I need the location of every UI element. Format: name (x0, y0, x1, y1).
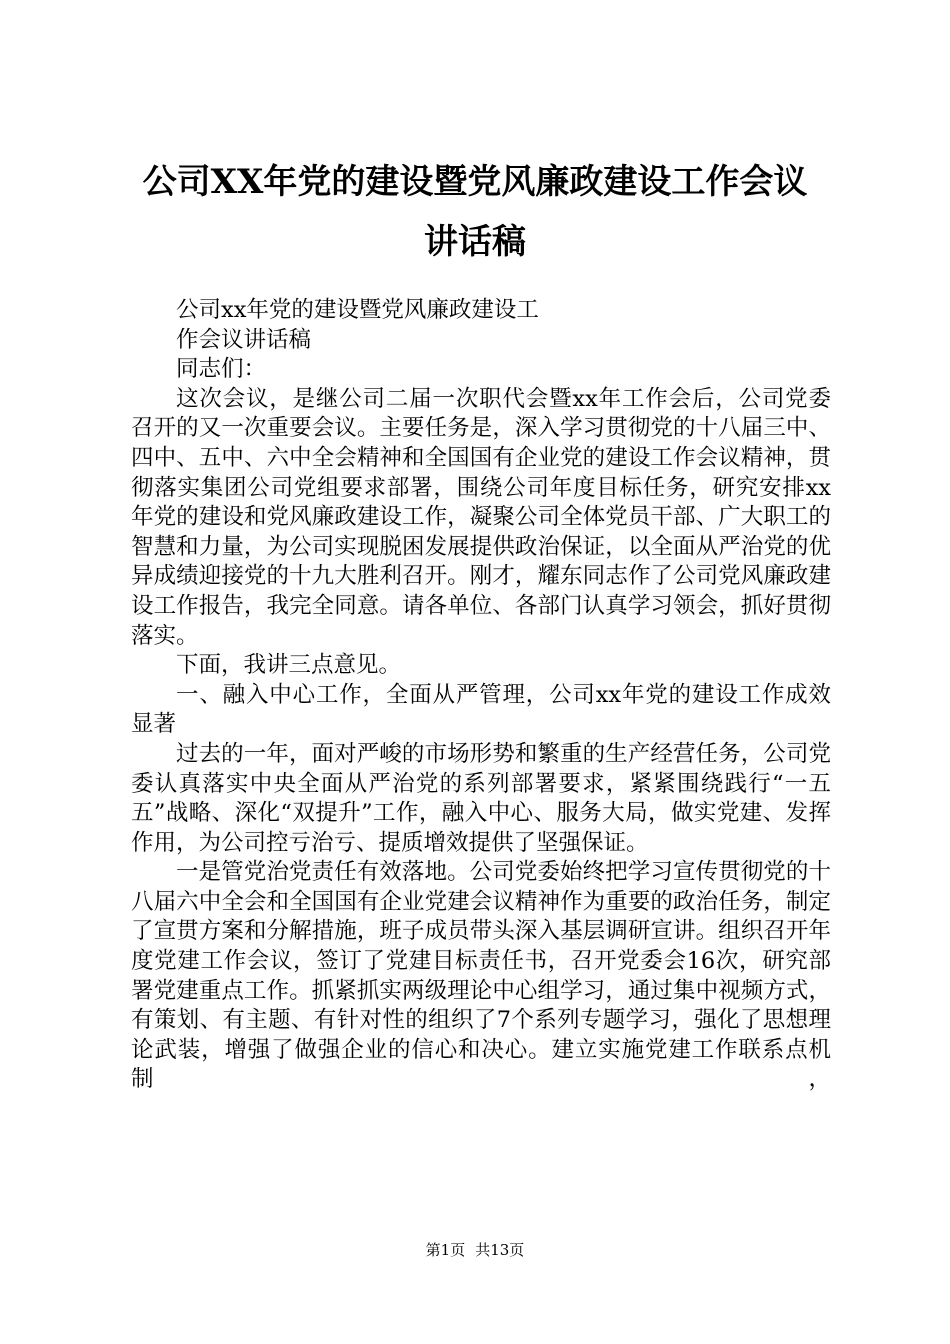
page-number: 第1页 (425, 1241, 466, 1259)
paragraph-transition: 下面，我讲三点意见。 (176, 652, 402, 679)
page-footer (0, 1240, 950, 1260)
document-title-line-2: 讲话稿 (424, 222, 526, 262)
paragraph-salutation: 同志们： (176, 356, 267, 383)
paragraph-point-1: 一是管党治党责任有效落地。公司党委始终把学习宣传贯彻党的十八届六中全会和全国国有企业党建会议精神作为重要的政治任务，制定了宣贯方案和分解措施，班子成员带头深入基层调研宣讲。组织召开年度党建工作会议，签订了党建目标责任书，召开党委会16次，研究部署党建重点工作。抓紧抓实两级理论中心组学习，通过集中视频方式，有策划、有主题、有针对性的组织了7个系列专题学习，强化了思想理论武装，增强了做强企业的信心和决心。建立实施党建工作联系点机制， (131, 859, 831, 1093)
paragraph-opening: 这次会议，是继公司二届一次职代会暨xx年工作会后，公司党委召开的又一次重要会议。主要任务是，深入学习贯彻党的十八届三中、四中、五中、六中全会精神和全国国有企业党的建设工作会议精神，贯彻落实集团公司党组要求部署，围绕公司年度目标任务，研究安排xx年党的建设和党风廉政建设工作，凝聚公司全体党员干部、广大职工的智慧和力量，为公司实现脱困发展提供政治保证，以全面从严治党的优异成绩迎接党的十九大胜利召开。刚才，耀东同志作了公司党风廉政建设工作报告，我完全同意。请各单位、各部门认真学习领会，抓好贯彻落实。 (131, 385, 831, 649)
paragraph-subtitle-line-2: 作会议讲话稿 (176, 326, 312, 353)
paragraph-review: 过去的一年，面对严峻的市场形势和繁重的生产经营任务，公司党委认真落实中央全面从严治党的系列部署要求，紧紧围绕践行“一五五”战略、深化“双提升”工作，融入中心、服务大局，做实党建、发挥作用，为公司控亏治亏、提质增效提供了坚强保证。 (131, 740, 831, 856)
page-total: 共13页 (475, 1241, 525, 1259)
document-title-line-1: 公司XX年党的建设暨党风廉政建设工作会议 (142, 162, 808, 202)
section-heading-1: 一、融入中心工作，全面从严管理，公司xx年党的建设工作成效显著 (131, 681, 831, 738)
paragraph-subtitle-line-1: 公司xx年党的建设暨党风廉政建设工 (176, 297, 539, 323)
document-body (131, 296, 831, 1095)
